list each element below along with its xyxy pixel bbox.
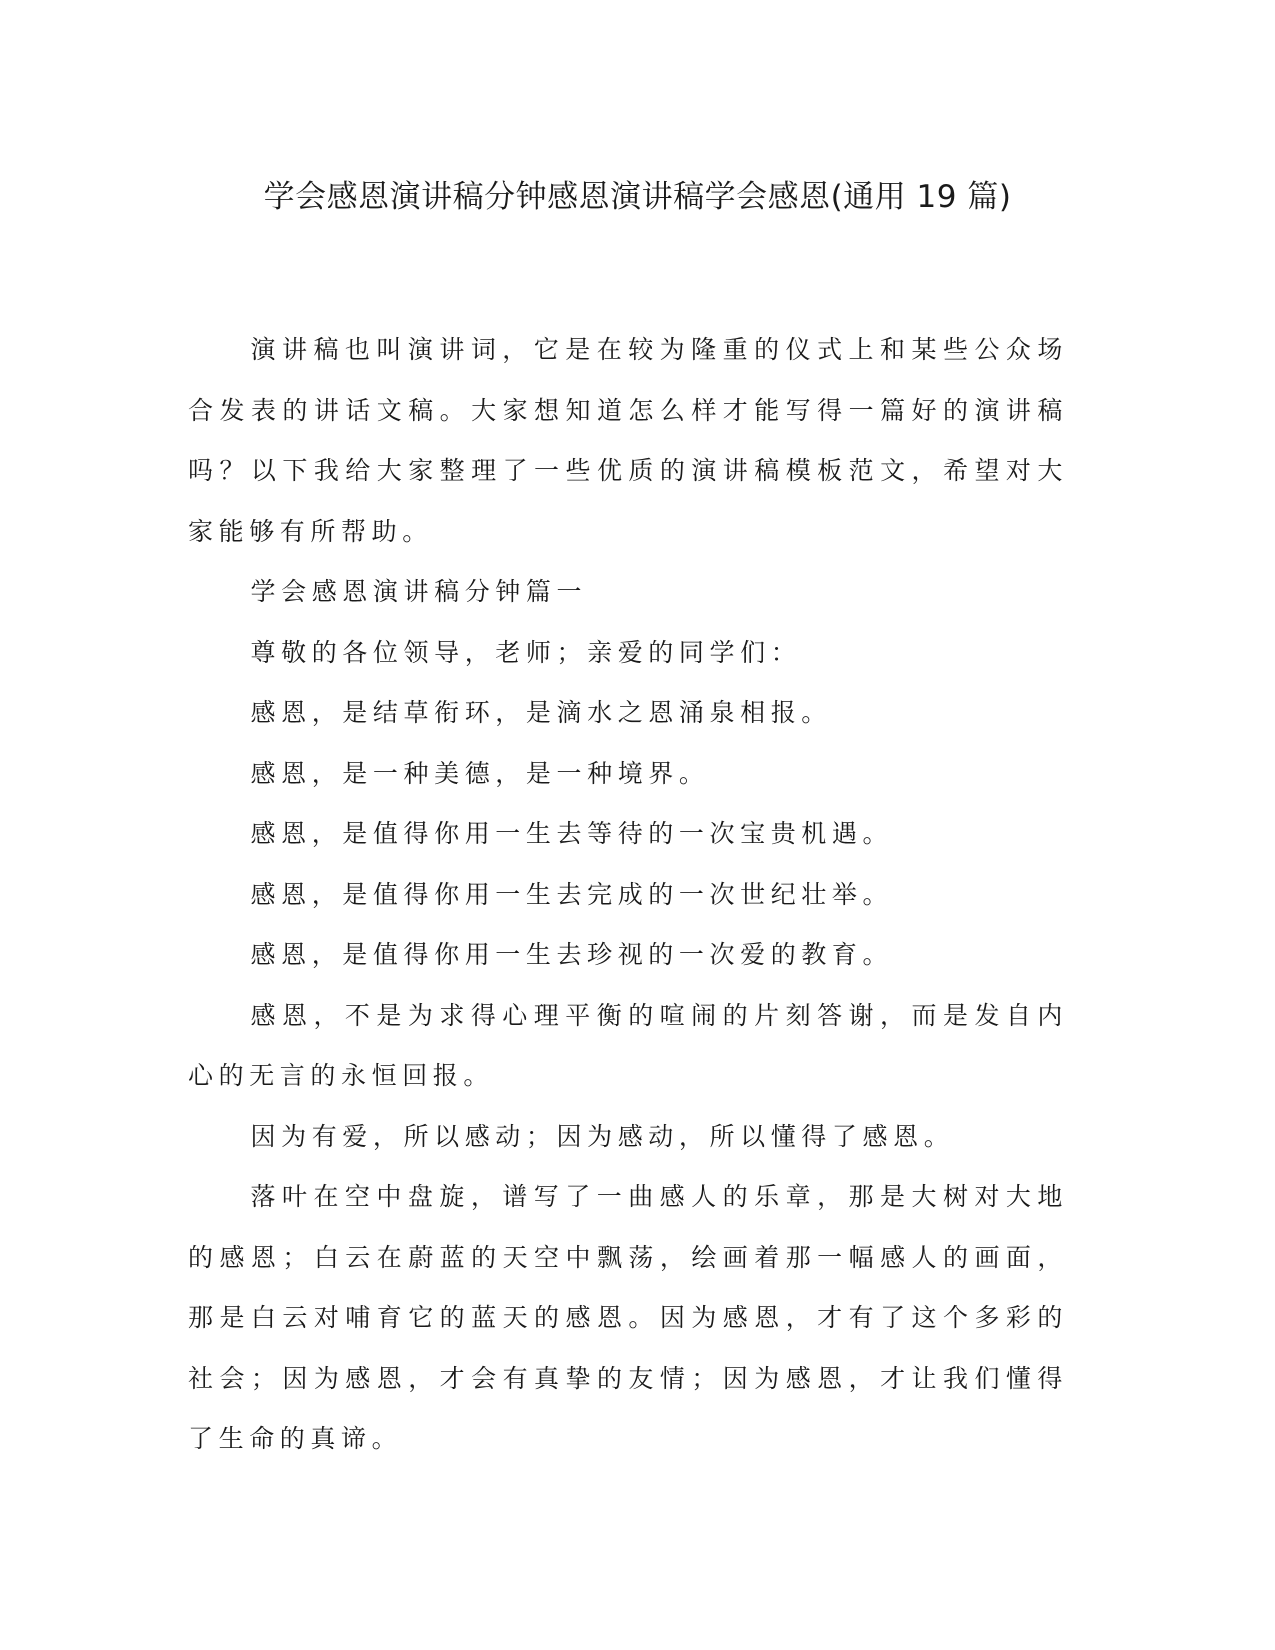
paragraph-section-heading: 学会感恩演讲稿分钟篇一 [250, 577, 588, 606]
paragraph: 因为有爱，所以感动；因为感动，所以懂得了感恩。 [250, 1121, 955, 1151]
paragraph: 落叶在空中盘旋，谱写了一曲感人的乐章，那是大树对大地的感恩；白云在蔚蓝的天空中飘荡，绘画着那一幅感人的画面，那是白云对哺育它的蓝天的感恩。因为感恩，才有了这个多彩的社会；因为感恩，才会有真挚的友情；因为感恩，才让我们懂得了生命的真谛。 [188, 1182, 1068, 1453]
paragraph: 感恩，是值得你用一生去等待的一次宝贵机遇。 [250, 819, 894, 848]
document-title: 学会感恩演讲稿分钟感恩演讲稿学会感恩(通用 19 篇) [263, 179, 1012, 215]
paragraph-salutation: 尊敬的各位领导，老师；亲爱的同学们： [250, 637, 802, 667]
paragraph: 感恩，不是为求得心理平衡的喧闹的片刻答谢，而是发自内心的无言的永恒回报。 [188, 1000, 1068, 1090]
document-body [188, 320, 1068, 1470]
paragraph: 感恩，是结草衔环，是滴水之恩涌泉相报。 [250, 698, 832, 727]
paragraph: 感恩，是一种美德，是一种境界。 [250, 758, 710, 788]
paragraph: 感恩，是值得你用一生去完成的一次世纪壮举。 [250, 879, 894, 909]
paragraph: 感恩，是值得你用一生去珍视的一次爱的教育。 [250, 940, 894, 969]
paragraph-intro: 演讲稿也叫演讲词，它是在较为隆重的仪式上和某些公众场合发表的讲话文稿。大家想知道怎么样才能写得一篇好的演讲稿吗？以下我给大家整理了一些优质的演讲稿模板范文，希望对大家能够有所帮助。 [188, 335, 1068, 546]
